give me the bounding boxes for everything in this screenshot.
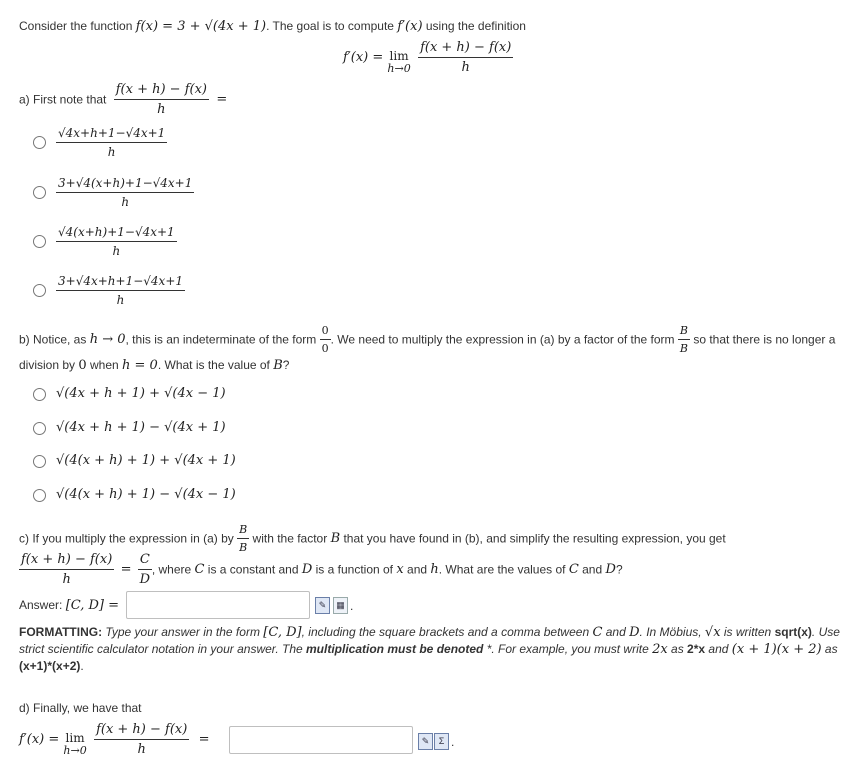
preview-icon[interactable]: ▦	[333, 597, 348, 614]
part-b-option-4-radio[interactable]	[33, 489, 46, 502]
part-b-option-4[interactable]: √(4(x + h) + 1) − √(4x − 1)	[56, 487, 236, 502]
part-b-option-2-radio[interactable]	[33, 422, 46, 435]
part-d-dot: .	[451, 735, 455, 749]
part-b-option-1-radio[interactable]	[33, 388, 46, 401]
part-d-equation: f′(x) = lim h→0 $\frac{f(x + h) - f(x)}{h}$ =	[19, 722, 210, 757]
part-c-answer-input[interactable]	[126, 591, 310, 619]
part-b-question-line2: division by 0 when h = 0. What is the value of B?	[19, 358, 290, 373]
part-c-answer-label: Answer: [C, D] =	[19, 598, 120, 613]
part-a-option-1-radio[interactable]	[33, 136, 46, 149]
part-b-option-1[interactable]: √(4x + h + 1) + √(4x − 1)	[56, 386, 226, 401]
part-d-intro: d) Finally, we have that	[19, 701, 142, 715]
part-b-option-3-radio[interactable]	[33, 455, 46, 468]
part-a-question: a) First note that $\frac{f(x + h) - f(x)}{h}$ =	[19, 82, 228, 117]
formatting-line2: strict scientific calculator notation in your answer. The multiplication must be denoted *. For example, you must write 2x as 2*x and (x + 1)(x + 2) as	[19, 642, 838, 657]
part-d-answer-input[interactable]	[229, 726, 413, 754]
part-a-option-3[interactable]: $\frac{√4(x+h)+1-√4x+1}{h}$	[58, 225, 175, 258]
sigma-icon[interactable]: Σ	[434, 733, 449, 750]
equation-editor-icon[interactable]: ✎	[418, 733, 433, 750]
formatting-line1: FORMATTING: Type your answer in the form [C, D], including the square brackets and a comma between C and D. In Möbius, √x is written sqrt(x). Use	[19, 625, 840, 640]
part-a-option-2[interactable]: $\frac{3+√4(x+h)+1-√4x+1}{h}$	[58, 176, 193, 209]
part-c-dot: .	[350, 599, 354, 613]
part-b-question-line1: b) Notice, as h → 0, this is an indeterminate of the form $\frac{0}{0}$ . We need to multiply the expression in (a) by a factor of the form $\frac{B}{B}$ so that there is no longer a	[19, 324, 836, 355]
derivative-definition: f′(x) = lim h→0 $\frac{f(x + h) - f(x)}{h}$	[343, 40, 512, 75]
intro-line: Consider the function f(x) = 3 + √(4x + 1). The goal is to compute f′(x) using the definition	[19, 19, 526, 34]
part-a-option-4[interactable]: $\frac{3+√4x+h+1-√4x+1}{h}$	[58, 274, 184, 307]
part-c-question-line1: c) If you multiply the expression in (a) by $\frac{B}{B}$ with the factor B that you have found in (b), and simplify the resulting expression, you get	[19, 523, 726, 554]
part-a-option-3-radio[interactable]	[33, 235, 46, 248]
formatting-line3: (x+1)*(x+2).	[19, 659, 84, 673]
part-a-option-2-radio[interactable]	[33, 186, 46, 199]
part-a-option-4-radio[interactable]	[33, 284, 46, 297]
equation-editor-icon[interactable]: ✎	[315, 597, 330, 614]
part-b-option-3[interactable]: √(4(x + h) + 1) + √(4x + 1)	[56, 453, 236, 468]
part-a-option-1[interactable]: $\frac{√4x+h+1-√4x+1}{h}$	[58, 126, 166, 159]
part-b-option-2[interactable]: √(4x + h + 1) − √(4x + 1)	[56, 420, 226, 435]
part-c-equation: $\frac{f(x + h) - f(x)}{h}$ = $\frac{C}{D}$ , where C is a constant and D is a function of x and h. What are the values of C and D?	[21, 552, 623, 587]
